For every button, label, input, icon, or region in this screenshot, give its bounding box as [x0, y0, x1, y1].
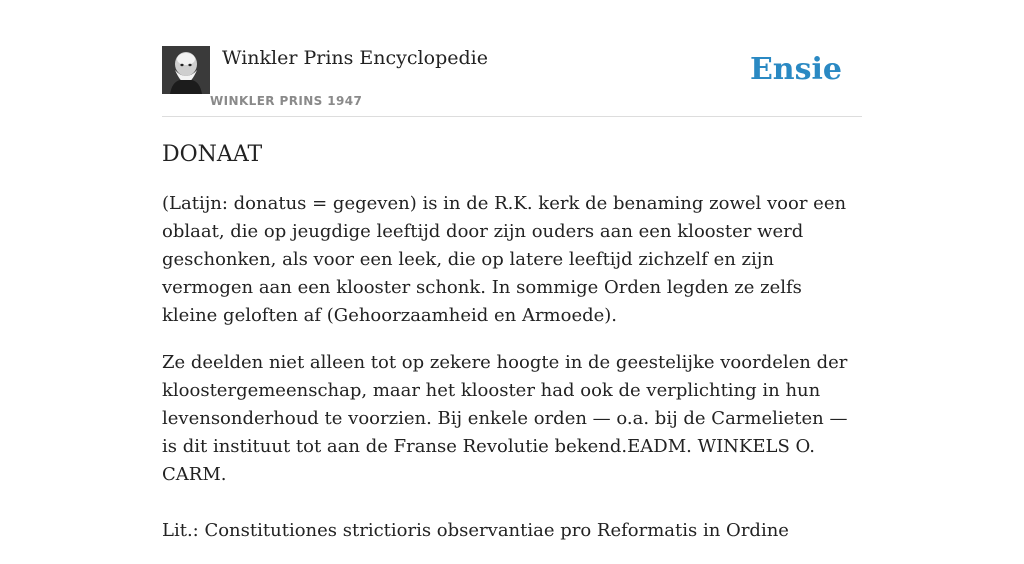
edition-label[interactable]: WINKLER PRINS 1947 — [210, 94, 363, 108]
entry-paragraph: (Latijn: donatus = gegeven) is in de R.K. kerk de benaming zowel voor een oblaat, die op jeugdige leeftijd door zijn ouders aan een klooster werd geschonken, als voor een leek, die op latere leeftijd zichzelf en zijn vermogen aan een klooster schonk. In sommige Orden legden ze zelfs kleine geloften af (Gehoorzaamheid en Armoede). — [162, 193, 847, 326]
ensie-logo-link[interactable]: Ensie — [749, 52, 842, 87]
site-header — [162, 46, 862, 117]
entry-title: DONAAT — [162, 142, 263, 167]
entry-content — [162, 140, 862, 564]
bearded-man-portrait-icon — [162, 46, 210, 94]
encyclopedia-title[interactable]: Winkler Prins Encyclopedie — [222, 47, 488, 69]
literature-reference: Lit.: Constitutiones strictioris observantiae pro Reformatis in Ordine — [162, 520, 789, 541]
encyclopedia-avatar-icon[interactable] — [162, 46, 210, 94]
entry-paragraph: Ze deelden niet alleen tot op zekere hoogte in de geestelijke voordelen der kloostergemeenschap, maar het klooster had ook de verplichting in hun levensonderhoud te voorzien. Bij enkele orden — o.a. bij de Carmelieten — is dit instituut tot aan de Franse Revolutie bekend.EADM. WINKELS O. CARM. — [162, 352, 848, 485]
